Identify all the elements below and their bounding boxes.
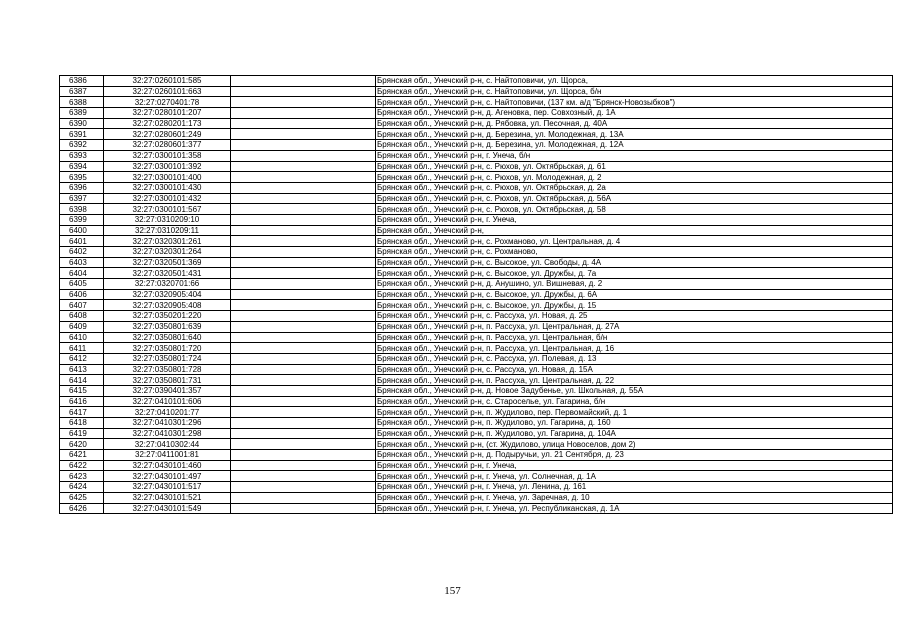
table-row <box>60 204 893 215</box>
table-row <box>60 129 893 140</box>
empty-cell <box>231 428 376 439</box>
empty-cell <box>231 225 376 236</box>
cadastral-number-cell: 32:27:0430101:460 <box>104 460 231 471</box>
cadastral-number-cell: 32:27:0300101:392 <box>104 161 231 172</box>
table-row <box>60 439 893 450</box>
empty-cell <box>231 247 376 258</box>
table-row <box>60 311 893 322</box>
row-number-cell: 6399 <box>60 214 104 225</box>
row-number-cell: 6401 <box>60 236 104 247</box>
table-row <box>60 289 893 300</box>
address-cell: Брянская обл., Унечский р-н, п. Жудилово, ул. Гагарина, д. 104А <box>376 428 893 439</box>
address-cell: Брянская обл., Унечский р-н, <box>376 225 893 236</box>
cadastral-number-cell: 32:27:0411001:81 <box>104 450 231 461</box>
empty-cell <box>231 236 376 247</box>
row-number-cell: 6405 <box>60 279 104 290</box>
empty-cell <box>231 492 376 503</box>
address-cell: Брянская обл., Унечский р-н, г. Унеча, ул. Заречная, д. 10 <box>376 492 893 503</box>
empty-cell <box>231 503 376 514</box>
table-row <box>60 492 893 503</box>
table-row <box>60 247 893 258</box>
empty-cell <box>231 214 376 225</box>
row-number-cell: 6393 <box>60 150 104 161</box>
empty-cell <box>231 460 376 471</box>
table-row <box>60 150 893 161</box>
cadastral-number-cell: 32:27:0260101:663 <box>104 86 231 97</box>
cadastral-number-cell: 32:27:0300101:400 <box>104 172 231 183</box>
address-cell: Брянская обл., Унечский р-н, д. Новое Задубенье, ул. Школьная, д. 55А <box>376 385 893 396</box>
cadastral-number-cell: 32:27:0350801:639 <box>104 321 231 332</box>
cadastral-number-cell: 32:27:0300101:432 <box>104 193 231 204</box>
cadastral-number-cell: 32:27:0350801:731 <box>104 375 231 386</box>
empty-cell <box>231 204 376 215</box>
address-cell: Брянская обл., Унечский р-н, с. Рюхов, ул. Октябрьская, д. 58 <box>376 204 893 215</box>
empty-cell <box>231 353 376 364</box>
cadastral-number-cell: 32:27:0300101:430 <box>104 182 231 193</box>
cadastral-number-cell: 32:27:0320701:66 <box>104 279 231 290</box>
table-row <box>60 321 893 332</box>
table-row <box>60 182 893 193</box>
address-cell: Брянская обл., Унечский р-н, п. Жудилово, пер. Первомайский, д. 1 <box>376 407 893 418</box>
address-cell: Брянская обл., Унечский р-н, д. Подыручьи, ул. 21 Сентября, д. 23 <box>376 450 893 461</box>
empty-cell <box>231 385 376 396</box>
cadastral-number-cell: 32:27:0320501:431 <box>104 268 231 279</box>
table-row <box>60 97 893 108</box>
cadastral-number-cell: 32:27:0320301:264 <box>104 247 231 258</box>
table-row <box>60 471 893 482</box>
address-cell: Брянская обл., Унечский р-н, г. Унеча, ул. Республиканская, д. 1А <box>376 503 893 514</box>
table-row <box>60 193 893 204</box>
registry-table-body <box>60 76 893 514</box>
address-cell: Брянская обл., Унечский р-н, д. Рябовка, ул. Песочная, д. 40А <box>376 118 893 129</box>
cadastral-number-cell: 32:27:0410201:77 <box>104 407 231 418</box>
row-number-cell: 6410 <box>60 332 104 343</box>
empty-cell <box>231 86 376 97</box>
address-cell: Брянская обл., Унечский р-н, г. Унеча, ул. Солнечная, д. 1А <box>376 471 893 482</box>
empty-cell <box>231 439 376 450</box>
table-row <box>60 332 893 343</box>
row-number-cell: 6425 <box>60 492 104 503</box>
empty-cell <box>231 150 376 161</box>
table-row <box>60 418 893 429</box>
empty-cell <box>231 118 376 129</box>
table-row <box>60 300 893 311</box>
cadastral-number-cell: 32:27:0320501:369 <box>104 257 231 268</box>
table-row <box>60 257 893 268</box>
table-row <box>60 86 893 97</box>
cadastral-number-cell: 32:27:0310209:11 <box>104 225 231 236</box>
table-row <box>60 482 893 493</box>
page-number: 157 <box>444 585 461 597</box>
empty-cell <box>231 129 376 140</box>
table-row <box>60 385 893 396</box>
row-number-cell: 6390 <box>60 118 104 129</box>
cadastral-number-cell: 32:27:0320905:404 <box>104 289 231 300</box>
table-row <box>60 364 893 375</box>
address-cell: Брянская обл., Унечский р-н, с. Найтоповичи, ул. Щорса, <box>376 76 893 87</box>
row-number-cell: 6419 <box>60 428 104 439</box>
table-row <box>60 407 893 418</box>
row-number-cell: 6396 <box>60 182 104 193</box>
table-row <box>60 214 893 225</box>
row-number-cell: 6398 <box>60 204 104 215</box>
cadastral-number-cell: 32:27:0280101:207 <box>104 108 231 119</box>
table-row <box>60 268 893 279</box>
table-row <box>60 450 893 461</box>
table-row <box>60 460 893 471</box>
table-row <box>60 279 893 290</box>
address-cell: Брянская обл., Унечский р-н, с. Рассуха, ул. Новая, д. 25 <box>376 311 893 322</box>
empty-cell <box>231 97 376 108</box>
table-row <box>60 140 893 151</box>
row-number-cell: 6409 <box>60 321 104 332</box>
empty-cell <box>231 343 376 354</box>
cadastral-number-cell: 32:27:0320905:408 <box>104 300 231 311</box>
address-cell: Брянская обл., Унечский р-н, г. Унеча, ул. Ленина, д. 161 <box>376 482 893 493</box>
empty-cell <box>231 161 376 172</box>
row-number-cell: 6408 <box>60 311 104 322</box>
address-cell: Брянская обл., Унечский р-н, с. Высокое, ул. Дружбы, д. 7а <box>376 268 893 279</box>
cadastral-number-cell: 32:27:0430101:497 <box>104 471 231 482</box>
cadastral-number-cell: 32:27:0320301:261 <box>104 236 231 247</box>
address-cell: Брянская обл., Унечский р-н, п. Рассуха, ул. Центральная, д. 16 <box>376 343 893 354</box>
address-cell: Брянская обл., Унечский р-н, с. Рюхов, ул. Октябрьская, д. 2а <box>376 182 893 193</box>
row-number-cell: 6413 <box>60 364 104 375</box>
address-cell: Брянская обл., Унечский р-н, д. Анушино, ул. Вишневая, д. 2 <box>376 279 893 290</box>
row-number-cell: 6391 <box>60 129 104 140</box>
empty-cell <box>231 375 376 386</box>
cadastral-number-cell: 32:27:0350801:720 <box>104 343 231 354</box>
address-cell: Брянская обл., Унечский р-н, с. Рюхов, ул. Октябрьская, д. 56А <box>376 193 893 204</box>
cadastral-number-cell: 32:27:0390401:357 <box>104 385 231 396</box>
table-row <box>60 108 893 119</box>
table-row <box>60 161 893 172</box>
row-number-cell: 6422 <box>60 460 104 471</box>
table-row <box>60 236 893 247</box>
empty-cell <box>231 332 376 343</box>
cadastral-number-cell: 32:27:0410302:44 <box>104 439 231 450</box>
cadastral-number-cell: 32:27:0430101:521 <box>104 492 231 503</box>
row-number-cell: 6387 <box>60 86 104 97</box>
empty-cell <box>231 321 376 332</box>
row-number-cell: 6414 <box>60 375 104 386</box>
empty-cell <box>231 300 376 311</box>
cadastral-number-cell: 32:27:0350801:728 <box>104 364 231 375</box>
address-cell: Брянская обл., Унечский р-н, с. Высокое, ул. Свободы, д. 4А <box>376 257 893 268</box>
cadastral-number-cell: 32:27:0430101:549 <box>104 503 231 514</box>
empty-cell <box>231 108 376 119</box>
address-cell: Брянская обл., Унечский р-н, п. Рассуха, ул. Центральная, б/н <box>376 332 893 343</box>
cadastral-number-cell: 32:27:0350801:640 <box>104 332 231 343</box>
cadastral-number-cell: 32:27:0300101:358 <box>104 150 231 161</box>
empty-cell <box>231 471 376 482</box>
cadastral-number-cell: 32:27:0410301:298 <box>104 428 231 439</box>
cadastral-number-cell: 32:27:0310209:10 <box>104 214 231 225</box>
row-number-cell: 6389 <box>60 108 104 119</box>
address-cell: Брянская обл., Унечский р-н, с. Найтоповичи, (137 км. а/д "Брянск-Новозыбков") <box>376 97 893 108</box>
row-number-cell: 6423 <box>60 471 104 482</box>
cadastral-number-cell: 32:27:0410101:606 <box>104 396 231 407</box>
cadastral-number-cell: 32:27:0280601:249 <box>104 129 231 140</box>
table-row <box>60 225 893 236</box>
row-number-cell: 6424 <box>60 482 104 493</box>
empty-cell <box>231 193 376 204</box>
empty-cell <box>231 407 376 418</box>
empty-cell <box>231 289 376 300</box>
table-row <box>60 428 893 439</box>
cadastral-number-cell: 32:27:0280201:173 <box>104 118 231 129</box>
address-cell: Брянская обл., Унечский р-н, с. Высокое, ул. Дружбы, д. 6А <box>376 289 893 300</box>
address-cell: Брянская обл., Унечский р-н, д. Агеновка, пер. Совхозный, д. 1А <box>376 108 893 119</box>
address-cell: Брянская обл., Унечский р-н, п. Рассуха, ул. Центральная, д. 22 <box>376 375 893 386</box>
empty-cell <box>231 364 376 375</box>
empty-cell <box>231 172 376 183</box>
cadastral-number-cell: 32:27:0300101:567 <box>104 204 231 215</box>
empty-cell <box>231 482 376 493</box>
empty-cell <box>231 279 376 290</box>
cadastral-number-cell: 32:27:0280601:377 <box>104 140 231 151</box>
row-number-cell: 6407 <box>60 300 104 311</box>
cadastral-number-cell: 32:27:0410301:296 <box>104 418 231 429</box>
empty-cell <box>231 268 376 279</box>
address-cell: Брянская обл., Унечский р-н, д. Березина, ул. Молодежная, д. 12А <box>376 140 893 151</box>
empty-cell <box>231 76 376 87</box>
row-number-cell: 6411 <box>60 343 104 354</box>
row-number-cell: 6416 <box>60 396 104 407</box>
row-number-cell: 6417 <box>60 407 104 418</box>
table-row <box>60 76 893 87</box>
address-cell: Брянская обл., Унечский р-н, п. Жудилово, ул. Гагарина, д. 160 <box>376 418 893 429</box>
address-cell: Брянская обл., Унечский р-н, с. Рюхов, ул. Молодежная, д. 2 <box>376 172 893 183</box>
cadastral-number-cell: 32:27:0430101:517 <box>104 482 231 493</box>
table-row <box>60 118 893 129</box>
table-row <box>60 375 893 386</box>
empty-cell <box>231 182 376 193</box>
row-number-cell: 6420 <box>60 439 104 450</box>
row-number-cell: 6426 <box>60 503 104 514</box>
address-cell: Брянская обл., Унечский р-н, с. Найтоповичи, ул. Щорса, б/н <box>376 86 893 97</box>
row-number-cell: 6388 <box>60 97 104 108</box>
empty-cell <box>231 140 376 151</box>
table-row <box>60 172 893 183</box>
empty-cell <box>231 418 376 429</box>
row-number-cell: 6392 <box>60 140 104 151</box>
row-number-cell: 6395 <box>60 172 104 183</box>
row-number-cell: 6421 <box>60 450 104 461</box>
table-row <box>60 396 893 407</box>
empty-cell <box>231 396 376 407</box>
address-cell: Брянская обл., Унечский р-н, с. Староселье, ул. Гагарина, б/н <box>376 396 893 407</box>
address-cell: Брянская обл., Унечский р-н, (ст. Жудилово, улица Новоселов, дом 2) <box>376 439 893 450</box>
empty-cell <box>231 257 376 268</box>
row-number-cell: 6397 <box>60 193 104 204</box>
row-number-cell: 6386 <box>60 76 104 87</box>
cadastral-number-cell: 32:27:0350801:724 <box>104 353 231 364</box>
row-number-cell: 6418 <box>60 418 104 429</box>
table-row <box>60 353 893 364</box>
row-number-cell: 6404 <box>60 268 104 279</box>
address-cell: Брянская обл., Унечский р-н, с. Рассуха, ул. Новая, д. 15А <box>376 364 893 375</box>
address-cell: Брянская обл., Унечский р-н, д. Березина, ул. Молодежная, д. 13А <box>376 129 893 140</box>
empty-cell <box>231 450 376 461</box>
address-cell: Брянская обл., Унечский р-н, с. Рюхов, ул. Октябрьская, д. 61 <box>376 161 893 172</box>
row-number-cell: 6403 <box>60 257 104 268</box>
empty-cell <box>231 311 376 322</box>
cadastral-number-cell: 32:27:0350201:220 <box>104 311 231 322</box>
address-cell: Брянская обл., Унечский р-н, с. Рассуха, ул. Полевая, д. 13 <box>376 353 893 364</box>
registry-table <box>59 75 893 514</box>
table-row <box>60 343 893 354</box>
row-number-cell: 6394 <box>60 161 104 172</box>
address-cell: Брянская обл., Унечский р-н, с. Рохманово, <box>376 247 893 258</box>
cadastral-number-cell: 32:27:0260101:585 <box>104 76 231 87</box>
address-cell: Брянская обл., Унечский р-н, с. Рохманово, ул. Центральная, д. 4 <box>376 236 893 247</box>
row-number-cell: 6415 <box>60 385 104 396</box>
row-number-cell: 6406 <box>60 289 104 300</box>
address-cell: Брянская обл., Унечский р-н, г. Унеча, б/н <box>376 150 893 161</box>
row-number-cell: 6412 <box>60 353 104 364</box>
cadastral-number-cell: 32:27:0270401:78 <box>104 97 231 108</box>
table-row <box>60 503 893 514</box>
address-cell: Брянская обл., Унечский р-н, с. Высокое, ул. Дружбы, д. 15 <box>376 300 893 311</box>
address-cell: Брянская обл., Унечский р-н, п. Рассуха, ул. Центральная, д. 27А <box>376 321 893 332</box>
row-number-cell: 6400 <box>60 225 104 236</box>
row-number-cell: 6402 <box>60 247 104 258</box>
address-cell: Брянская обл., Унечский р-н, г. Унеча, <box>376 460 893 471</box>
address-cell: Брянская обл., Унечский р-н, г. Унеча, <box>376 214 893 225</box>
